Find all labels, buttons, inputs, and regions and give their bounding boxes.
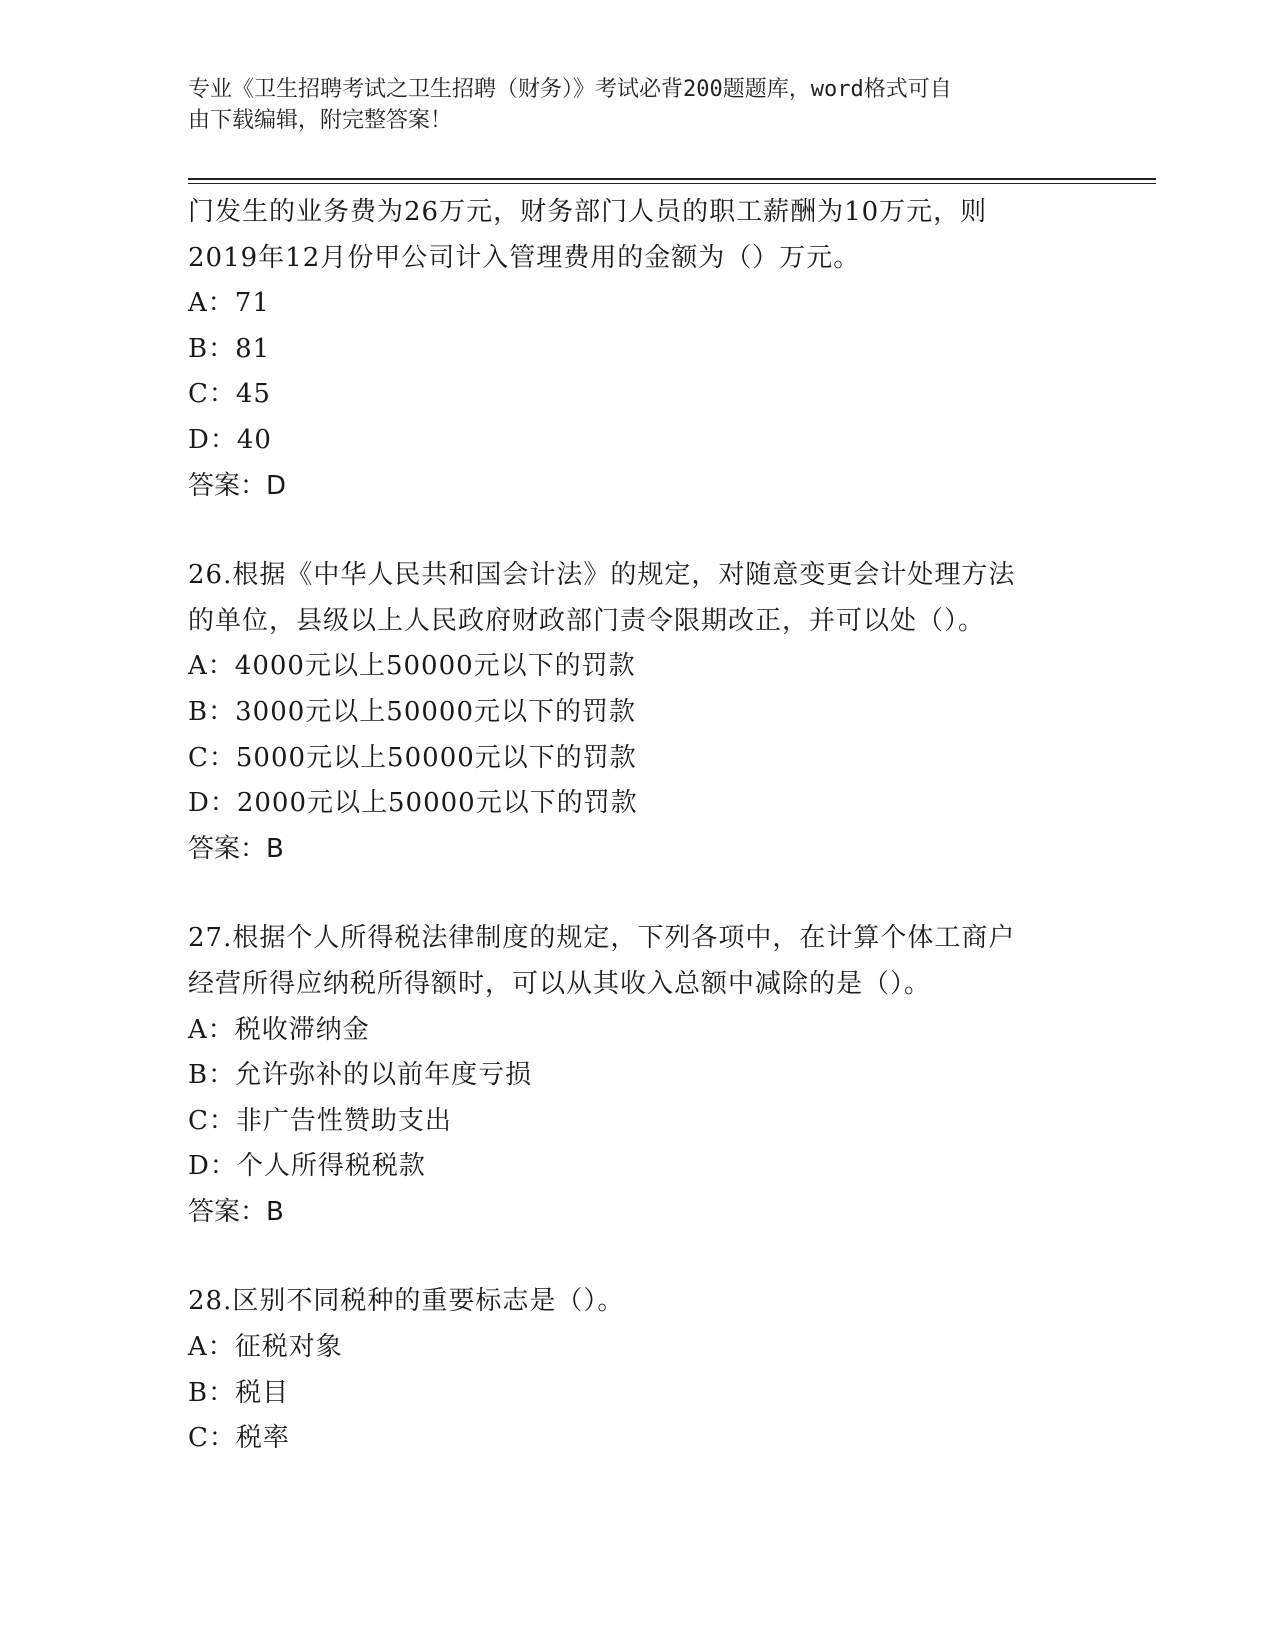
- question-stem: 2019年12月份甲公司计入管理费用的金额为（）万元。: [188, 242, 861, 273]
- question-27: [188, 916, 1088, 1235]
- spacer: [188, 872, 1088, 916]
- option-b: B：81: [188, 333, 271, 364]
- header-line-2: 由下载编辑，附完整答案！: [188, 108, 453, 133]
- question-stem: 的单位，县级以上人民政府财政部门责令限期改正，并可以处（）。: [188, 605, 986, 636]
- option-a: A：税收滞纳金: [188, 1014, 370, 1045]
- option-a: A：征税对象: [188, 1332, 343, 1363]
- option-a: A：71: [188, 288, 270, 319]
- page-header: [188, 74, 1068, 136]
- option-d: D：2000元以上50000元以下的罚款: [188, 788, 638, 819]
- question-content: [188, 190, 1088, 1462]
- option-b: B：3000元以上50000元以下的罚款: [188, 696, 636, 727]
- question-stem: 门发生的业务费为26万元，财务部门人员的职工薪酬为10万元，则: [188, 197, 988, 227]
- option-d: D：40: [188, 424, 272, 455]
- question-stem: 28.区别不同税种的重要标志是（）。: [188, 1286, 625, 1317]
- question-25: [188, 190, 1088, 509]
- header-divider-bottom: [188, 183, 1156, 184]
- answer: 答案：B: [188, 833, 284, 864]
- question-stem: 27.根据个人所得税法律制度的规定，下列各项中，在计算个体工商户: [188, 923, 1016, 954]
- question-stem: 26.根据《中华人民共和国会计法》的规定，对随意变更会计处理方法: [188, 560, 1016, 591]
- question-28: [188, 1279, 1088, 1461]
- option-b: B：允许弥补的以前年度亏损: [188, 1060, 533, 1091]
- option-c: C：非广告性赞助支出: [188, 1105, 452, 1136]
- header-line-1: 专业《卫生招聘考试之卫生招聘（财务）》考试必背200题题库，word格式可自: [188, 77, 952, 102]
- question-stem: 经营所得应纳税所得额时，可以从其收入总额中减除的是（）。: [188, 968, 932, 999]
- option-b: B：税目: [188, 1377, 290, 1408]
- option-c: C：5000元以上50000元以下的罚款: [188, 742, 637, 773]
- option-d: D：个人所得税税款: [188, 1151, 426, 1182]
- option-c: C：税率: [188, 1423, 290, 1454]
- question-26: [188, 553, 1088, 872]
- answer: 答案：B: [188, 1196, 284, 1227]
- header-divider-top: [188, 178, 1156, 180]
- answer: 答案：D: [188, 470, 287, 501]
- spacer: [188, 1235, 1088, 1279]
- spacer: [188, 509, 1088, 553]
- option-c: C：45: [188, 379, 271, 410]
- option-a: A：4000元以上50000元以下的罚款: [188, 651, 636, 682]
